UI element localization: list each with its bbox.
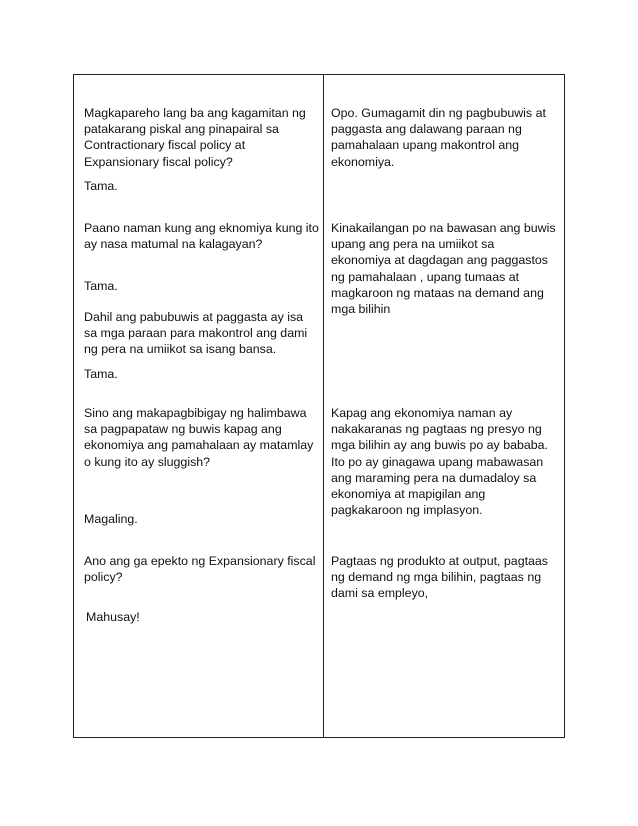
question-tax-example: Sino ang makapagbibigay ng halimbawa sa pagpapataw ng buwis kapag ang ekonomiya ang pamahalaan ay matamlay o kung ito ay sluggish? [84, 406, 314, 469]
question-fiscal-policy-tools: Magkapareho lang ba ang kagamitan ng patakarang piskal ang pinapairal sa Contractionary fiscal policy at Expansionary fiscal policy? [84, 106, 306, 169]
statement-taxation-spending: Dahil ang pabubuwis at paggasta ay isa sa mga paraan para makontrol ang dami ng pera na umiikot sa isang bansa. [84, 310, 308, 357]
response-tama-3: Tama. [84, 367, 118, 381]
response-mahusay: Mahusay! [86, 610, 140, 624]
answer-sluggish-economy: Kinakailangan po na bawasan ang buwis upang ang pera na umiikot sa ekonomiya at dagdagan ang paggastos ng pamahalaan , upang tumaas at magkaroon ng mataas na demand ang mga bilihin [331, 221, 556, 317]
dialogue-table [73, 74, 565, 738]
response-magaling: Magaling. [84, 512, 138, 526]
response-tama-2: Tama. [84, 279, 118, 293]
answer-inflation: Kapag ang ekonomiya naman ay nakakaranas ng pagtaas ng presyo ng mga bilihin ay ang buwis po ay bababa. Ito po ay ginagawa upang mabawasan ang maraming pera na dumadaloy sa ekonomiya at mapigilan ang pagkakaroon ng implasyon. [331, 406, 548, 518]
student-column [324, 75, 564, 737]
answer-fiscal-policy-tools: Opo. Gumagamit din ng pagbubuwis at paggasta ang dalawang paraan ng pamahalaan upang makontrol ang ekonomiya. [331, 106, 546, 169]
question-sluggish-economy: Paano naman kung ang eknomiya kung ito ay nasa matumal na kalagayan? [84, 221, 319, 252]
question-expansionary-effect: Ano ang ga epekto ng Expansionary fiscal policy? [84, 554, 316, 585]
response-tama-1: Tama. [84, 179, 118, 193]
teacher-column [74, 75, 323, 737]
answer-expansionary-effect: Pagtaas ng produkto at output, pagtaas ng demand ng mga bilihin, pagtaas ng dami sa empleyo, [331, 554, 548, 601]
